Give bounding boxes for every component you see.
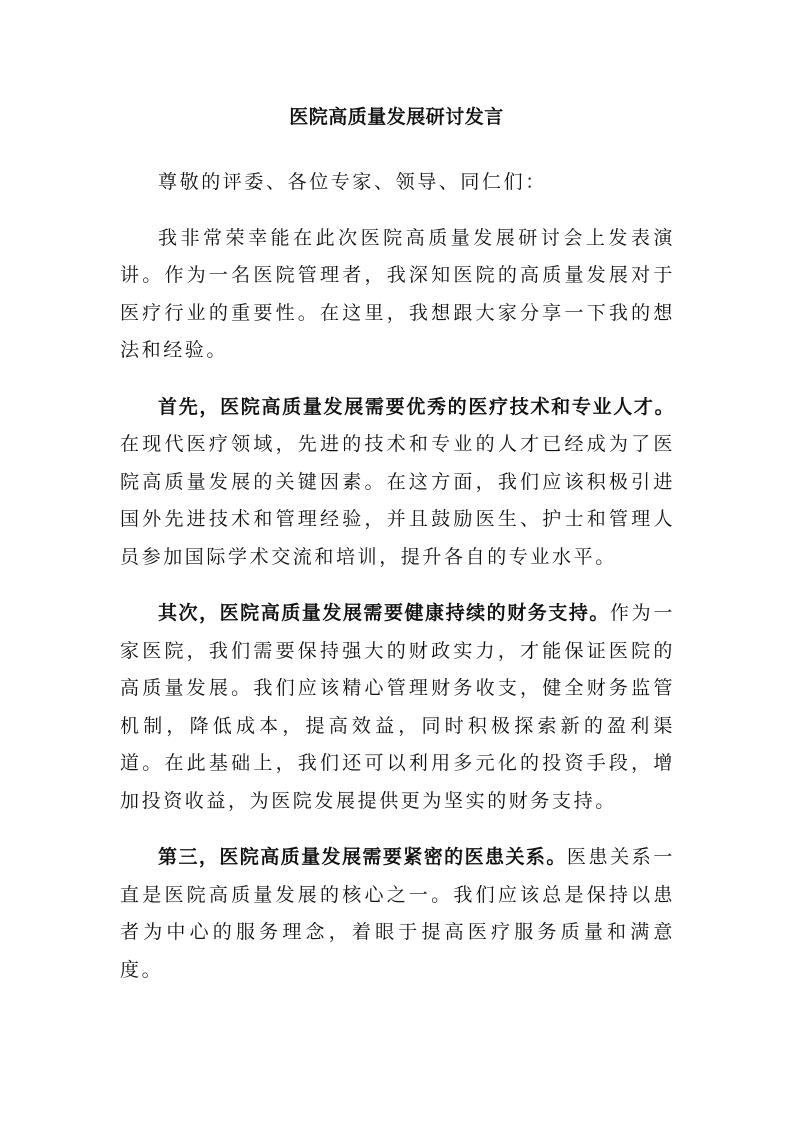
section-body-1: 在现代医疗领域，先进的技术和专业的人才已经成为了医院高质量发展的关键因素。在这方面，我们应该积极引进国外先进技术和管理经验，并且鼓励医生、护士和管理人员参加国际学术交流和培训，提升各自的专业水平。 (120, 433, 675, 568)
section-paragraph-2 (120, 595, 675, 820)
salutation: 尊敬的评委、各位专家、领导、同仁们： (158, 171, 547, 193)
intro-paragraph: 我非常荣幸能在此次医院高质量发展研讨会上发表演讲。作为一名医院管理者，我深知医院的高质量发展对于医疗行业的重要性。在这里，我想跟大家分享一下我的想法和经验。 (120, 226, 675, 361)
section-paragraph-3 (120, 839, 675, 989)
section-body-3: 医患关系一直是医院高质量发展的核心之一。我们应该总是保持以患者为中心的服务理念，着眼于提高医疗服务质量和满意度。 (120, 846, 675, 981)
section-body-2: 作为一家医院，我们需要保持强大的财政实力，才能保证医院的高质量发展。我们应该精心管理财务收支，健全财务监管机制，降低成本，提高效益，同时积极探索新的盈利渠道。在此基础上，我们还可以利用多元化的投资手段，增加投资收益，为医院发展提供更为坚实的财务支持。 (120, 602, 675, 812)
section-paragraph-1 (120, 389, 675, 577)
section-lead-3: 第三，医院高质量发展需要紧密的医患关系。 (158, 846, 567, 868)
document-title: 医院高质量发展研讨发言 (289, 106, 504, 128)
section-lead-2: 其次，医院高质量发展需要健康持续的财务支持。 (158, 602, 610, 624)
document-body (120, 164, 675, 989)
section-lead-1: 首先，医院高质量发展需要优秀的医疗技术和专业人才。 (158, 395, 675, 418)
